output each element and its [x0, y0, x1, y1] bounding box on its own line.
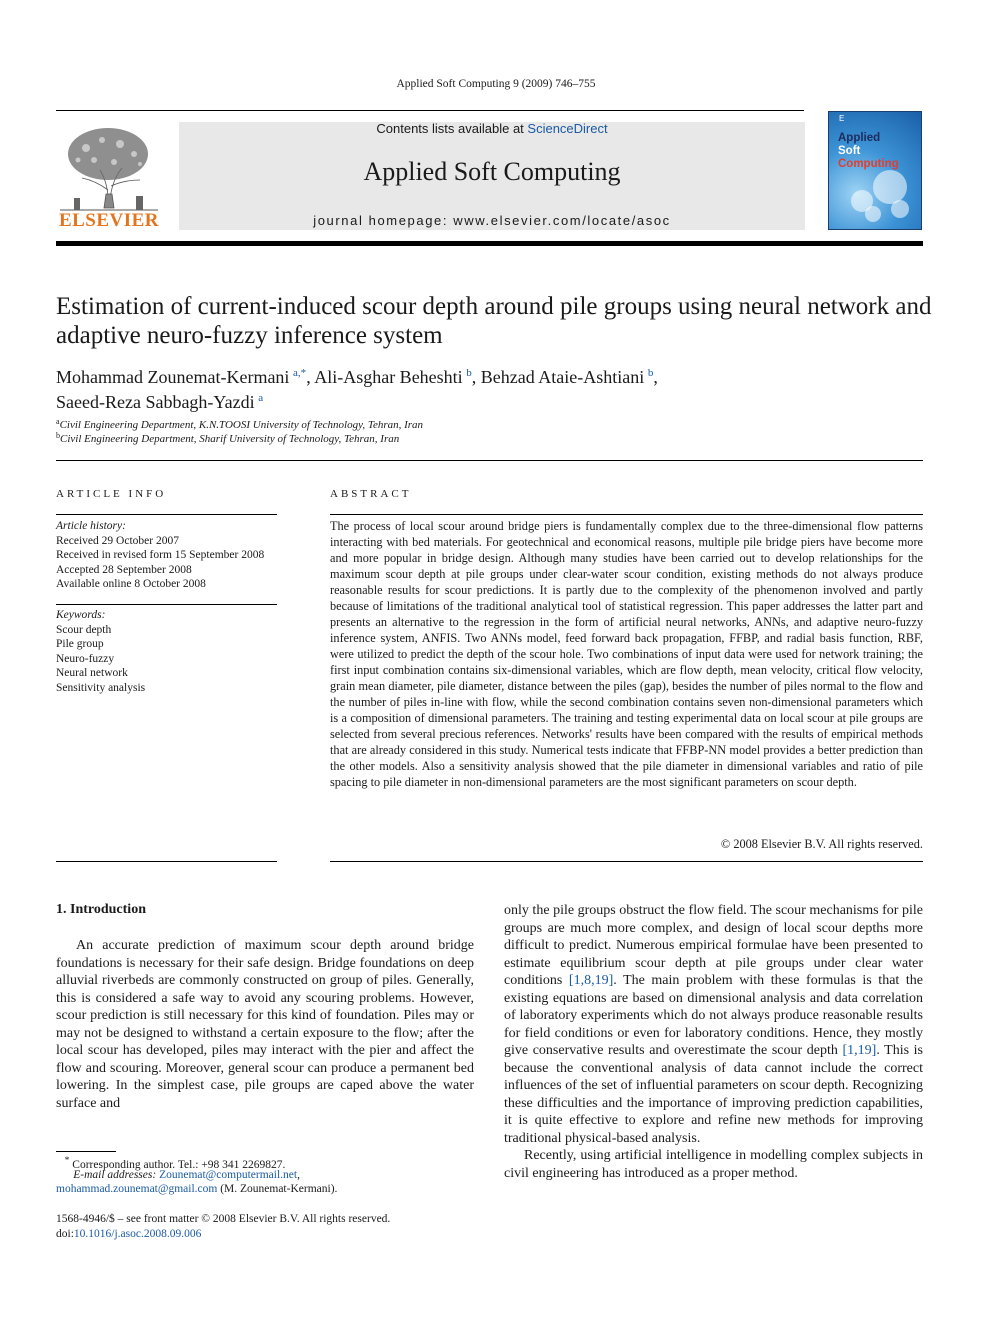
journal-homepage[interactable]: journal homepage: www.elsevier.com/locate/asoc: [313, 213, 671, 228]
reference-link[interactable]: [1,8,19]: [568, 973, 614, 988]
section-heading: 1. Introduction: [56, 902, 146, 917]
keyword: Pile group: [56, 638, 104, 650]
abstract-text: The process of local scour around bridge piers is fundamentally complex due to the three-dimensional flow patterns interacting with bed materials. For geotechnical and economical reasons, multiple pile bridge piers have become more and more popular in bridge design. Although many studies have been carried out to develop relationships for the maximum scour depth at pile groups under clear-water scour condition, existing methods do not always produce reasonable results for scour predictions. It is partly due to the complexity of the phenomenon involved and partly because of limitations of the traditional analytical tool of statistical regression. This paper addresses the latter part and presents an alternative to the regression in the form of artificial neural networks, ANNs, and adaptive neuro-fuzzy inference system, ANFIS. Two ANNs model, feed forward back propagation, FFBP, and radial basis function, RBF, were utilized to predict the depth of the scour hole. Two combinations of input data were used for network training; the first input combination contains six-dimensional variables, which are flow depth, mean velocity, critical flow velocity, grain mean diameter, pile diameter, distance between the piles (gap), besides the number of piles normal to the flow and the number of piles in-line with flow, while the second combination contains seven non-dimensional parameters which is a composition of dimensional parameters. The training and testing experimental data on local scour at pile groups are selected from several precious references. Networks' results have been compared with the results of empirical methods that are already considered in this study. Numerical tests indicate that FFBP-NN model provides a better prediction than the other models. Also a sensitivity analysis showed that the pile diameter in dimensional variables and ratio of pile spacing to pile diameter in non-dimensional parameters are the most significant parameters on scour depth.: [330, 519, 923, 789]
footnote-rule: [56, 1151, 116, 1152]
article-history-label: Article history:: [56, 520, 126, 532]
history-item: Accepted 28 September 2008: [56, 563, 192, 576]
affiliation: [56, 431, 399, 445]
cover-title: [838, 132, 899, 171]
abstract-rule: [330, 514, 923, 515]
contents-prefix: Contents lists available at: [376, 121, 528, 136]
section-divider: [56, 460, 923, 461]
cover-title-line2: Soft: [838, 145, 861, 157]
keyword: Neural network: [56, 667, 128, 679]
corresponding-text: Corresponding author. Tel.: +98 341 2269827.: [72, 1158, 286, 1171]
article-info-heading: ARTICLE INFO: [56, 488, 167, 500]
keywords-label: Keywords:: [56, 609, 106, 621]
author-name: Behzad Ataie-Ashtiani: [480, 367, 645, 387]
email-owner: (M. Zounemat-Kermani).: [217, 1183, 338, 1195]
keyword: Scour depth: [56, 623, 112, 636]
article-info-bottom-rule: [56, 861, 277, 862]
author-name: Saeed-Reza Sabbagh-Yazdi: [56, 392, 255, 412]
history-item: Received in revised form 15 September 2008: [56, 549, 265, 561]
email-footnote-cont: [56, 1182, 476, 1196]
doi-line: [56, 1227, 476, 1241]
body-paragraph: [504, 902, 923, 1147]
keyword: Sensitivity analysis: [56, 681, 146, 694]
keyword: Neuro-fuzzy: [56, 652, 115, 665]
header-rule: [56, 110, 804, 111]
email-label: E-mail addresses:: [73, 1169, 157, 1181]
doi-prefix: doi:: [56, 1228, 74, 1240]
body-paragraph: An accurate prediction of maximum scour depth around bridge foundations is necessary for their safe design. Bridge foundations on deep alluvial riverbeds are commonly constructed on group of piles. Generally, this is considered a safe way to avoid any scouring problems. However, scour prediction is still necessary for this kind of foundation. Piles may or may not be designed to withstand a certain exposure to the flow; after the local scour has developed, piles may interact with the pier and affect the flow and scouring. Moreover, general scour can produce a permanent bed lowering. In the simplest case, pile groups are caped above the water surface and: [56, 938, 474, 1111]
history-item: Received 29 October 2007: [56, 534, 179, 547]
elsevier-wordmark: ELSEVIER: [58, 210, 160, 231]
contents-line: [179, 121, 805, 136]
affiliation-text: Civil Engineering Department, K.N.TOOSI University of Technology, Tehran, Iran: [59, 419, 424, 431]
affiliation-text: Civil Engineering Department, Sharif University of Technology, Tehran, Iran: [60, 433, 400, 445]
article-info-rule: [56, 514, 277, 515]
journal-cover-image: [828, 111, 922, 230]
affiliation: [56, 417, 423, 431]
body-text: . The main problem with these formulas is that the existing equations are based on dimensional analysis and data correlation of laboratory experiments which do not always produce reasonable results for field conditions or even for laboratory conditions. Hence, they mostly give conservative results and overestimate the scour depth: [504, 973, 923, 1058]
body-column-right: [504, 902, 923, 1182]
affiliation-mark: a: [56, 417, 60, 426]
body-column-left: [56, 937, 474, 1112]
sciencedirect-link[interactable]: ScienceDirect: [527, 121, 608, 136]
affiliation-mark: b: [56, 431, 60, 440]
email-link[interactable]: mohammad.zounemat@gmail.com: [56, 1183, 218, 1195]
author-list: Mohammad Zounemat-Kermani $^{a,*}$, Ali-Asghar Beheshti $^b$, Behzad Ataie-Ashtiani $^b$, Saeed-Reza Sabbagh-Yazdi $^a$: [56, 367, 658, 412]
author-affiliation-mark[interactable]: b: [466, 367, 472, 379]
cover-corner-mark: E: [839, 114, 845, 123]
article-title: Estimation of current-induced scour depth around pile groups using neural network and adaptive neuro-fuzzy inference system: [56, 293, 932, 349]
keywords-rule: [56, 604, 277, 605]
issn-line: 1568-4946/$ – see front matter © 2008 Elsevier B.V. All rights reserved.: [56, 1213, 391, 1225]
author-name: Mohammad Zounemat-Kermani: [56, 367, 290, 387]
footnote-mark: *: [64, 1155, 70, 1166]
body-paragraph: Recently, using artificial intelligence in modelling complex subjects in civil engineering has introduced as a proper method.: [504, 1148, 923, 1181]
author-affiliation-mark[interactable]: a: [258, 392, 264, 404]
abstract-heading: ABSTRACT: [330, 488, 412, 500]
email-link[interactable]: Zounemat@computermail.net: [159, 1169, 298, 1181]
journal-name: Applied Soft Computing: [363, 157, 621, 186]
journal-citation: Applied Soft Computing 9 (2009) 746–755: [396, 78, 596, 90]
reference-link[interactable]: [1,19]: [842, 1043, 877, 1058]
abstract-copyright: © 2008 Elsevier B.V. All rights reserved.: [720, 837, 923, 851]
keywords: [56, 608, 296, 695]
body-text: . This is because the conventional analysis of data cannot include the correct influences of the set of influential parameters on scour depth. Recognizing these difficulties and the importance of improving prediction capabilities, it is quite effective to explore and refine new methods for improving traditional physical-based analysis.: [504, 1043, 923, 1146]
author-affiliation-mark[interactable]: a,*: [293, 367, 307, 379]
body-text: only the pile groups obstruct the flow field. The scour mechanisms for pile groups are much more complex, and design of local scour depths more difficult to predict. Numerous empirical formulae have been presented to estimate equilibrium scour depth at pile groups under clear water conditions: [504, 903, 923, 988]
article-history: [56, 519, 296, 592]
author-affiliation-mark[interactable]: b: [647, 367, 654, 379]
history-item: Available online 8 October 2008: [56, 578, 206, 590]
cover-title-line3: Computing: [838, 158, 899, 170]
header-thick-rule: [56, 241, 923, 246]
author-name: Ali-Asghar Beheshti: [314, 367, 463, 387]
doi-link[interactable]: 10.1016/j.asoc.2008.09.006: [73, 1228, 202, 1240]
cover-title-line1: Applied: [838, 132, 881, 144]
abstract-bottom-rule: [330, 861, 923, 862]
email-footnote: E-mail addresses: Zounemat@computermail.net,: [73, 1169, 300, 1181]
